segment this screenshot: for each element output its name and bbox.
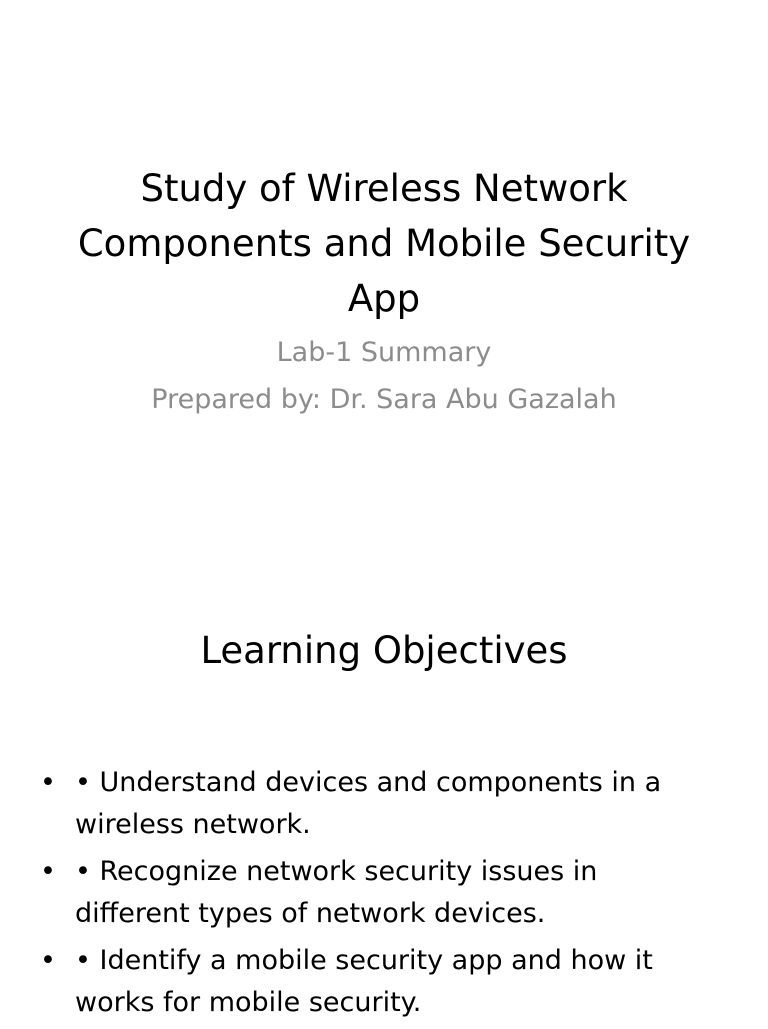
slide-title-line: Study of Wireless Network [140, 167, 628, 210]
objective-item [40, 940, 700, 1024]
slide-subtitle [40, 329, 728, 423]
slide-title [40, 161, 728, 326]
subtitle-author: Prepared by: Dr. Sara Abu Gazalah [151, 384, 617, 415]
slide-title-line: Components and Mobile Security [77, 222, 691, 265]
objective-item [40, 762, 700, 846]
objective-item [40, 851, 700, 935]
bullet-icon: • [40, 767, 56, 798]
subtitle-lab-name: Lab-1 Summary [276, 337, 492, 368]
objective-text: • Identify a mobile security app and how it works for mobile security. [75, 945, 653, 1018]
objective-text: • Understand devices and components in a wireless network. [75, 767, 662, 840]
slide-title-line: App [347, 277, 421, 320]
objectives-title: Learning Objectives [200, 629, 568, 672]
bullet-icon: • [40, 856, 56, 887]
objectives-slide [0, 512, 768, 1024]
objectives-list [40, 762, 700, 1029]
bullet-icon: • [40, 945, 56, 976]
objective-text: • Recognize network security issues in different types of network devices. [75, 856, 598, 929]
title-slide [0, 0, 768, 512]
